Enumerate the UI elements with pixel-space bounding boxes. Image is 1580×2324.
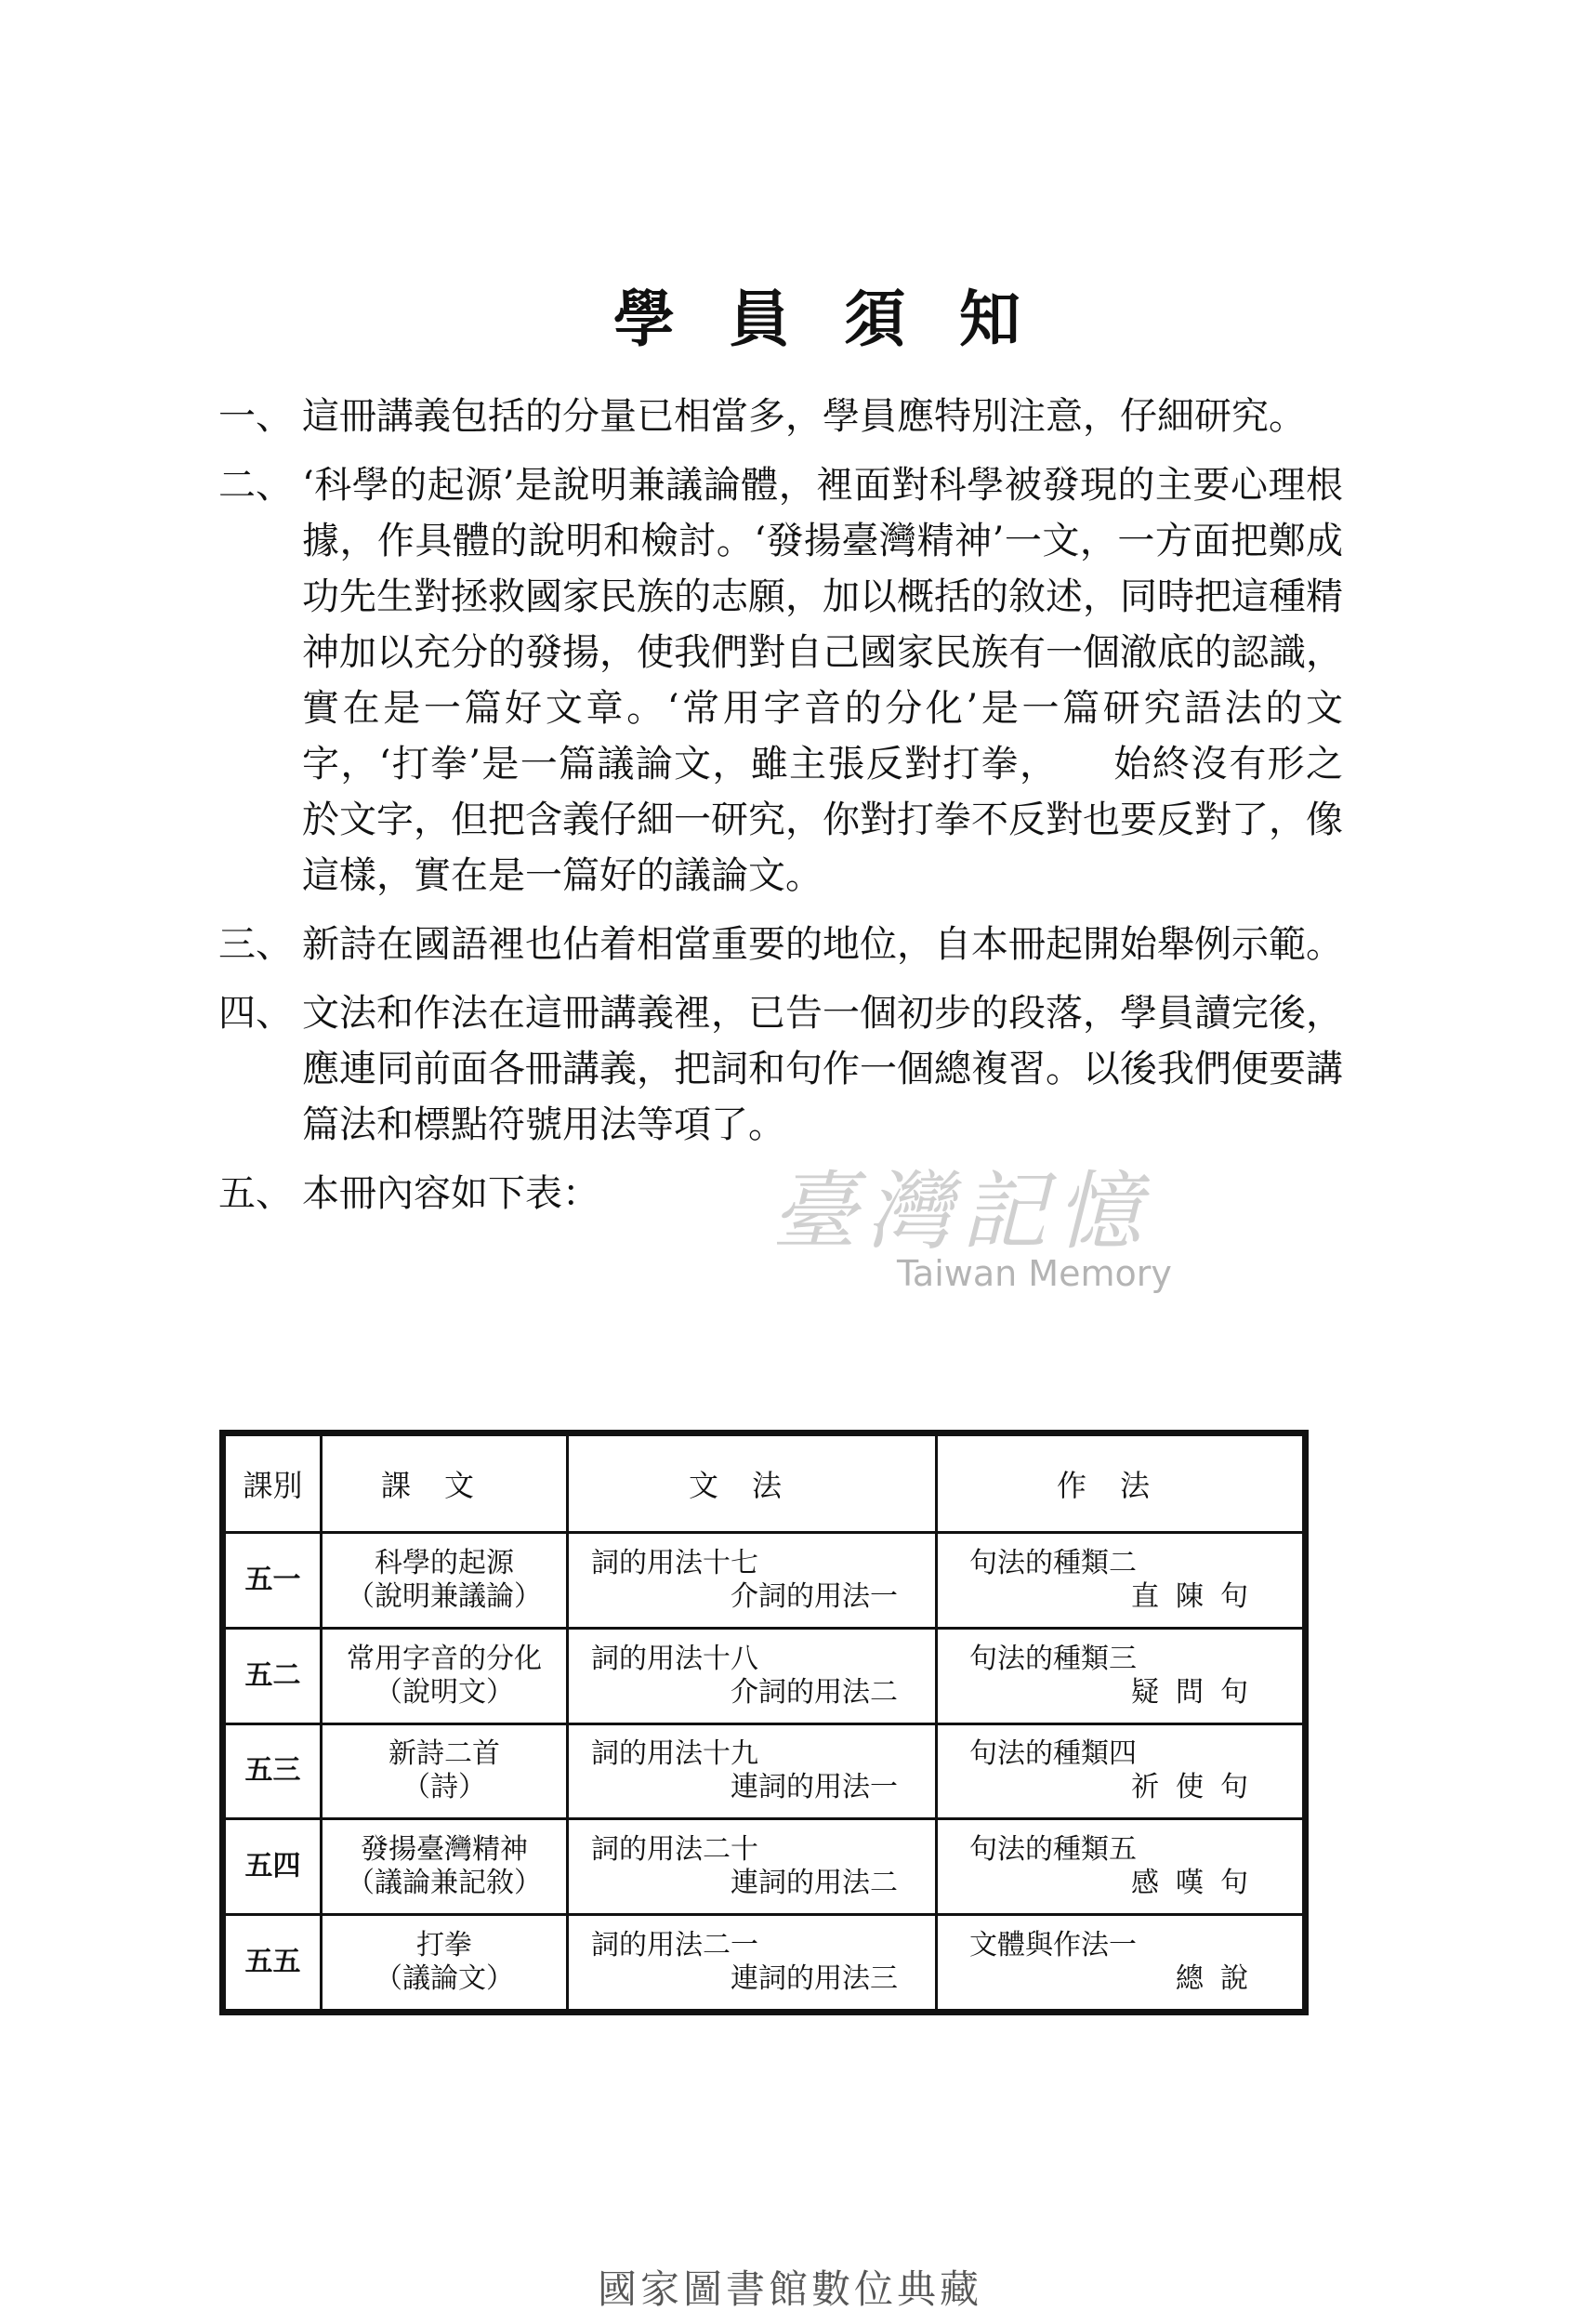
cell-composition-line: 直陳句 bbox=[1131, 1579, 1265, 1613]
notice-list bbox=[218, 389, 1343, 1235]
cell-composition-line: 句法的種類二 bbox=[969, 1546, 1137, 1579]
cell-grammar bbox=[568, 1915, 937, 2011]
cell-lesson-line: 科學的起源 bbox=[375, 1546, 514, 1579]
cell-grammar-line: 連詞的用法三 bbox=[731, 1962, 898, 1996]
item-text: 這冊講義包括的分量已相當多，學員應特別注意，仔細研究。 bbox=[302, 395, 1306, 438]
footer-credit: 國家圖書館數位典藏 bbox=[597, 2266, 982, 2312]
cell-grammar-line: 詞的用法二十 bbox=[591, 1833, 758, 1867]
cell-grammar-line: 連詞的用法二 bbox=[731, 1867, 898, 1900]
cell-lesson-line: 發揚臺灣精神 bbox=[361, 1833, 528, 1867]
cell-lesson-line: 打拳 bbox=[416, 1929, 472, 1962]
cell-grammar-line: 詞的用法十九 bbox=[591, 1737, 758, 1771]
cell-lesson bbox=[322, 1533, 568, 1629]
cell-code-line: 五一 bbox=[244, 1563, 301, 1596]
cell-composition bbox=[937, 1723, 1304, 1819]
header-composition: 作法 bbox=[937, 1435, 1304, 1533]
contents-table-grid bbox=[223, 1433, 1305, 2012]
item-number: 一、 bbox=[218, 395, 293, 438]
cell-composition-line: 總說 bbox=[1176, 1962, 1265, 1996]
cell-lesson-line: 新詩二首 bbox=[388, 1737, 500, 1771]
cell-grammar-line: 詞的用法十八 bbox=[591, 1642, 758, 1675]
header-grammar: 文法 bbox=[568, 1435, 937, 1533]
watermark-cn: 臺灣記憶 bbox=[771, 1162, 1152, 1261]
item-text bbox=[302, 457, 1343, 904]
cell-composition-line: 句法的種類四 bbox=[969, 1737, 1137, 1771]
cell-grammar bbox=[568, 1723, 937, 1819]
cell-code bbox=[225, 1819, 322, 1915]
cell-grammar-line: 連詞的用法一 bbox=[731, 1771, 898, 1804]
cell-lesson bbox=[322, 1628, 568, 1723]
table-row bbox=[225, 1723, 1304, 1819]
item-number: 二、 bbox=[218, 464, 293, 507]
cell-grammar-line: 介詞的用法二 bbox=[731, 1675, 898, 1709]
cell-lesson-line: （議論文） bbox=[375, 1962, 514, 1996]
cell-lesson-line: 常用字音的分化 bbox=[347, 1642, 542, 1675]
header-lesson: 課文 bbox=[322, 1435, 568, 1533]
cell-code bbox=[225, 1723, 322, 1819]
cell-grammar-line: 詞的用法二一 bbox=[591, 1929, 758, 1962]
list-item bbox=[218, 917, 1343, 972]
cell-grammar-line: 介詞的用法一 bbox=[731, 1579, 898, 1613]
item-text-part: ‘科學的起源’是說明兼議論體，裡面對科學被發現的主要心理根據，作具體的說明和檢討。‘發揚臺灣精神’一文，一方面把鄭成功先生對拯救國家民族的志願，加以概括的敘述，同時把這種精神加以充分的發揚，使我們對自己國家民族有一個澈底的認識，實在是一篇好文章。‘常用字音的分化’是一篇研究語法的文字，‘打拳’是一篇議論文，雖主張反對打拳， bbox=[302, 464, 1343, 786]
contents-table bbox=[219, 1430, 1309, 2015]
item-text-part: 始終沒有形之於文字，但把含義仔細一研究，你對打拳不反對也要反對了，像這樣，實在是一篇好的議論文。 bbox=[302, 743, 1344, 897]
page-title: 學員須知 bbox=[613, 283, 1074, 355]
table-header-row bbox=[225, 1435, 1304, 1533]
cell-lesson-line: （說明兼議論） bbox=[347, 1579, 542, 1613]
item-number: 四、 bbox=[218, 992, 293, 1035]
cell-composition-line: 疑問句 bbox=[1131, 1675, 1265, 1709]
cell-lesson-line: （詩） bbox=[402, 1771, 486, 1804]
cell-grammar bbox=[568, 1533, 937, 1629]
cell-code-line: 五三 bbox=[244, 1754, 301, 1788]
table-row bbox=[225, 1915, 1304, 2011]
cell-composition-line: 祈使句 bbox=[1131, 1771, 1265, 1804]
list-item bbox=[218, 1166, 1343, 1221]
cell-lesson bbox=[322, 1819, 568, 1915]
cell-composition-line: 句法的種類三 bbox=[969, 1642, 1137, 1675]
cell-composition bbox=[937, 1533, 1304, 1629]
cell-code-line: 五五 bbox=[244, 1946, 301, 1979]
cell-lesson bbox=[322, 1915, 568, 2011]
table-row bbox=[225, 1628, 1304, 1723]
cell-composition-line: 感嘆句 bbox=[1131, 1867, 1265, 1900]
list-item bbox=[218, 985, 1343, 1153]
cell-grammar-line: 詞的用法十七 bbox=[591, 1546, 758, 1579]
list-item bbox=[218, 389, 1343, 444]
cell-grammar bbox=[568, 1819, 937, 1915]
item-text: 新詩在國語裡也佔着相當重要的地位，自本冊起開始舉例示範。 bbox=[302, 923, 1343, 966]
item-number: 三、 bbox=[218, 923, 293, 966]
item-text: 文法和作法在這冊講義裡，已告一個初步的段落，學員讀完後，應連同前面各冊講義，把詞和句作一個總複習。以後我們便要講篇法和標點符號用法等項了。 bbox=[302, 992, 1343, 1146]
cell-code bbox=[225, 1628, 322, 1723]
cell-composition bbox=[937, 1819, 1304, 1915]
item-number: 五、 bbox=[218, 1172, 293, 1215]
item-text: 本冊內容如下表： bbox=[302, 1172, 599, 1215]
table-row bbox=[225, 1533, 1304, 1629]
header-code: 課別 bbox=[225, 1435, 322, 1533]
cell-composition-line: 句法的種類五 bbox=[969, 1833, 1137, 1867]
table-row bbox=[225, 1819, 1304, 1915]
cell-composition bbox=[937, 1915, 1304, 2011]
cell-lesson-line: （議論兼記敘） bbox=[347, 1867, 542, 1900]
cell-grammar bbox=[568, 1628, 937, 1723]
cell-lesson-line: （說明文） bbox=[375, 1675, 514, 1709]
cell-lesson bbox=[322, 1723, 568, 1819]
cell-code-line: 五二 bbox=[244, 1658, 301, 1692]
list-item bbox=[218, 457, 1343, 904]
cell-composition bbox=[937, 1628, 1304, 1723]
cell-code bbox=[225, 1915, 322, 2011]
watermark-en: Taiwan Memory bbox=[897, 1253, 1172, 1294]
cell-composition-line: 文體與作法一 bbox=[969, 1929, 1137, 1962]
cell-code-line: 五四 bbox=[244, 1850, 301, 1883]
cell-code bbox=[225, 1533, 322, 1629]
